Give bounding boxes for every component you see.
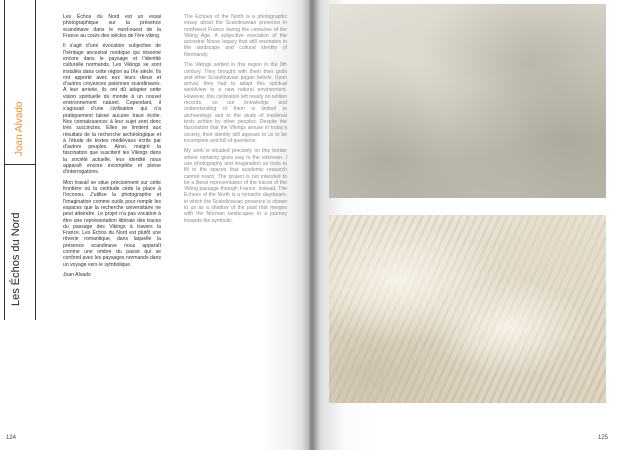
page-number-right: 125 <box>598 435 609 441</box>
english-paragraph: The Vikings settled in this region in the 9th century. They brought with them their gods and other Scandinavian pagan beliefs. Upon arrival, they had to adapt this spiritual worldview to a new natural environment. However, this civilization left nearly no written records, so our knowledge and understanding of them is limited to archaeology and to the study of medieval texts written by other peoples. Despite the fascination that the Vikings arouse in today’s society, their identity still appears to us to be incomplete and full of questions. <box>184 62 287 144</box>
french-paragraph: Mon travail se situe précisément sur cette frontière où la certitude cède la place à l’inconnu. J’utilise la photographie et l’imagination comme outils pour remplir les espaces que la recherche universitaire ne peut atteindre. Le projet n’a pas vocation à être une représentation littérale des traces du passage des Vikings à travers la France. Les Échos du Nord est plutôt une rêverie romantique, dans laquelle la présence scandinave nous apparaît comme une ombre du passé qui se confond avec les paysages normands dans un voyage vers le symbolique. <box>63 179 161 268</box>
tab-divider <box>4 164 36 165</box>
wool-photo <box>329 215 606 403</box>
author-name-vertical: Joan Alvado <box>14 101 25 156</box>
left-page <box>0 0 309 450</box>
english-text-column-left <box>184 14 287 228</box>
french-paragraph: Les Échos du Nord est un essai photographique sur la présence scandinave dans le nord-ouest de la France au cours des siècles de l’ère viking. <box>63 14 161 39</box>
book-gutter-shadow <box>302 0 320 450</box>
french-text-column <box>63 14 161 283</box>
english-paragraph: The Echoes of the North is a photographic essay about the Scandinavian presence in northwest France during the centuries of the Viking Age. A subjective evocation of the ancestral Norse legacy that still resonates in the landscape and cultural identity of Normandy. <box>184 14 287 58</box>
chapter-tab-title: Les Échos du Nord <box>10 212 22 306</box>
french-paragraph: Il s’agit d’une évocation subjective de l’héritage ancestral nordique qui résonne encore dans le paysage et l’identité culturelle normands. Les Vikings se sont installés dans cette région au IXe siècle. Ils ont apporté avec eux leurs dieux et d’autres croyances païennes scandinaves. À leur arrivée, ils ont dû adapter cette vision spirituelle du monde à un nouvel environnement naturel. Cependant, il s’agissait d’une civilisation qui n’a pratiquement laissé aucune trace écrite. Nos connaissances à leur sujet sont donc très succinctes. Elles se limitent aux résultats de la recherche archéologique et à l’étude de textes médiévaux écrits par d’autres peuples. Ainsi, malgré la fascination que suscitent les Vikings dans la société actuelle, leur identité nous apparaît encore incomplète et pleine d’interrogations. <box>63 43 161 176</box>
page-number-left: 124 <box>6 435 17 441</box>
author-box <box>4 92 36 158</box>
english-paragraph: My work is situated precisely on this border where certainty gives way to the unknown. I use photography and imagination as tools to fill in the spaces that academic research cannot reach. The project is not intended to be a literal representation of the traces of the Viking passage through France. Instead, The Echoes of the North is a romantic daydream, in which the Scandinavian presence is shown to us as a shadow of the past that merges with the Norman landscapes in a journey towards the symbolic. <box>184 148 287 224</box>
cliff-photo <box>329 4 606 198</box>
chapter-tab-title-box <box>0 0 32 320</box>
french-signature: Joan Alvado <box>63 272 91 279</box>
